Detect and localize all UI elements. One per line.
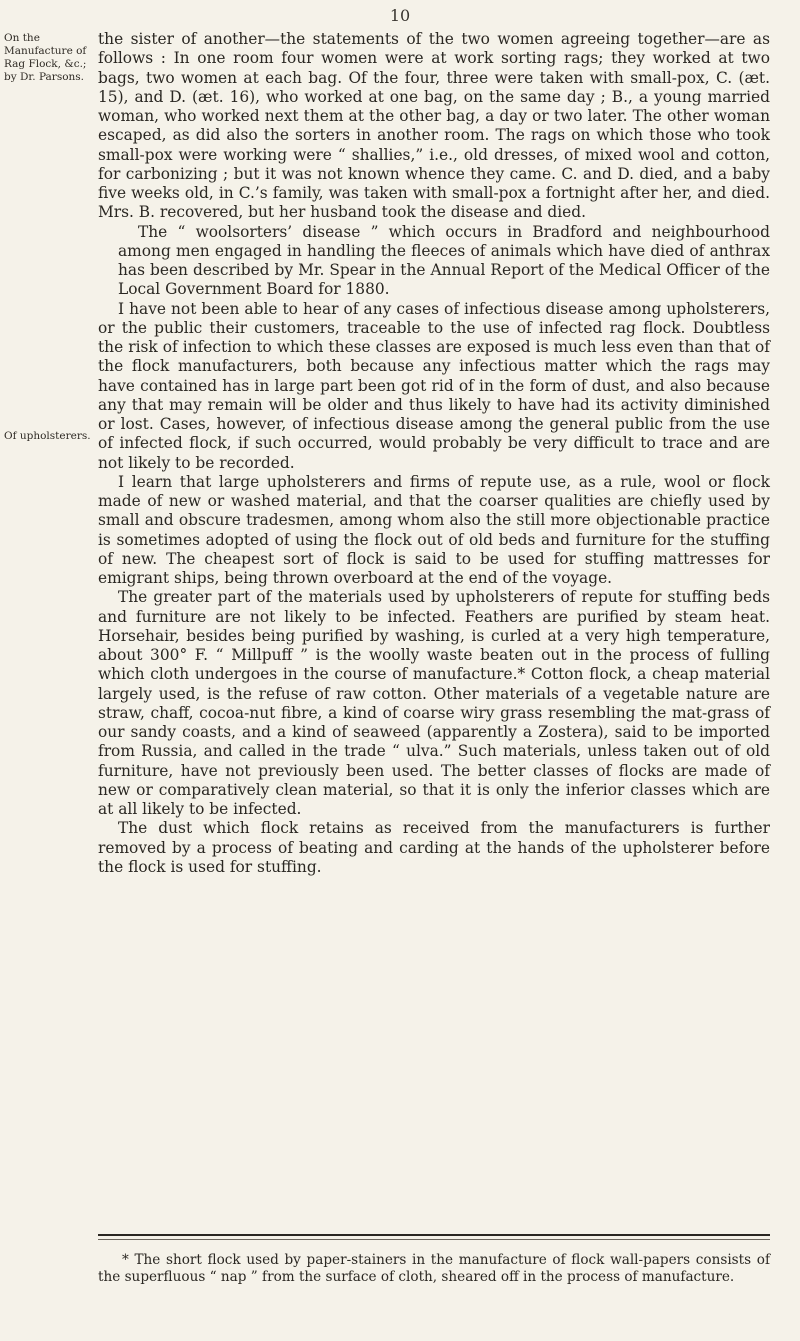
paragraph-large-upholsterers: I learn that large upholsterers and firms of repute use, as a rule, wool or flock made of new or washed material, and that the coarser qualities are chiefly used by small and obscure tradesmen, among whom also the still more objectionable practice is sometimes adopted of using the flock out of old beds and furniture for the stuffing of new. The cheapest sort of flock is said to be used for stuffing mattresses for emigrant ships, being thrown overboard at the end of the voyage. <box>98 472 770 587</box>
sidenote-upholsterers: Of upholsterers. <box>4 430 91 442</box>
paragraph-upholsterers-infection: I have not been able to hear of any cases of infectious disease among upholsterers, or the public their customers, traceable to the use of infected rag flock. Doubtless the risk of infection to which these classes are exposed is much less even than that of the flock manufacturers, both because any infectious matter which the rags may have contained has in large part been got rid of in the form of dust, and also because any that may remain will be older and thus likely to have had its activity diminished or lost. Cases, however, of infectious disease among the general public from the use of infected flock, if such occurred, would probably be very difficult to trace and are not likely to be recorded. <box>98 299 770 472</box>
footnote-divider <box>98 1234 770 1236</box>
footnote: * The short flock used by paper-stainers in the manufacture of flock wall-papers consists of the superfluous “ nap ” from the surface of cloth, sheared off in the process of manufacture. <box>98 1252 770 1285</box>
page-number: 10 <box>389 6 411 25</box>
footnote-divider-thin <box>98 1239 770 1240</box>
paragraph-materials: The greater part of the materials used by upholsterers of repute for stuffing beds and furniture are not likely to be infected. Feathers are purified by steam heat. Horsehair, besides being purified by washing, is curled at a very high temperature, about 300° F. “ Millpuff ” is the woolly waste beaten out in the process of fulling which cloth undergoes in the course of manufacture.* Cotton flock, a cheap material largely used, is the refuse of raw cotton. Other materials of a vegetable nature are straw, chaff, cocoa-nut fibre, a kind of coarse wiry grass resembling the mat-grass of our sandy coasts, and a kind of seaweed (apparently a Zostera), said to be imported from Russia, and called in the trade “ ulva.” Such materials, unless taken out of old furniture, have not previously been used. The better classes of flocks are made of new or comparatively clean material, so that it is only the inferior classes which are at all likely to be infected. <box>98 588 770 818</box>
paragraph-smallpox-sorters: the sister of another—the statements of the two women agreeing together—are as follows : In one room four women were at work sorting rags; they worked at two bags, two women at each bag. Of the four, three were taken with small-pox, C. (æt. 15), and D. (æt. 16), who worked at one bag, on the same day ; B., a young married woman, who worked next them at the other bag, a day or two later. The other woman escaped, as did also the sorters in another room. The rags on which those who took small-pox were working were “ shallies,” i.e., old dresses, of mixed wool and cotton, for carbonizing ; but it was not known whence they came. C. and D. died, and a baby five weeks old, in C.’s family, was taken with small-pox a fortnight after her, and died. Mrs. B. recovered, but her husband took the disease and died. <box>98 30 770 222</box>
paragraph-dust-removal: The dust which flock retains as received from the manufacturers is further removed by a process of beating and carding at the hands of the upholsterer before the flock is used for stuffing. <box>98 819 770 876</box>
body-text <box>98 30 770 877</box>
sidenote-manufacture: On the Manufacture of Rag Flock, &c.; by Dr. Parsons. <box>4 32 87 83</box>
paragraph-woolsorters-disease: The “ woolsorters’ disease ” which occurs in Bradford and neighbourhood among men engaged in handling the fleeces of animals which have died of anthrax has been described by Mr. Spear in the Annual Report of the Medical Officer of the Local Government Board for 1880. <box>118 222 770 299</box>
